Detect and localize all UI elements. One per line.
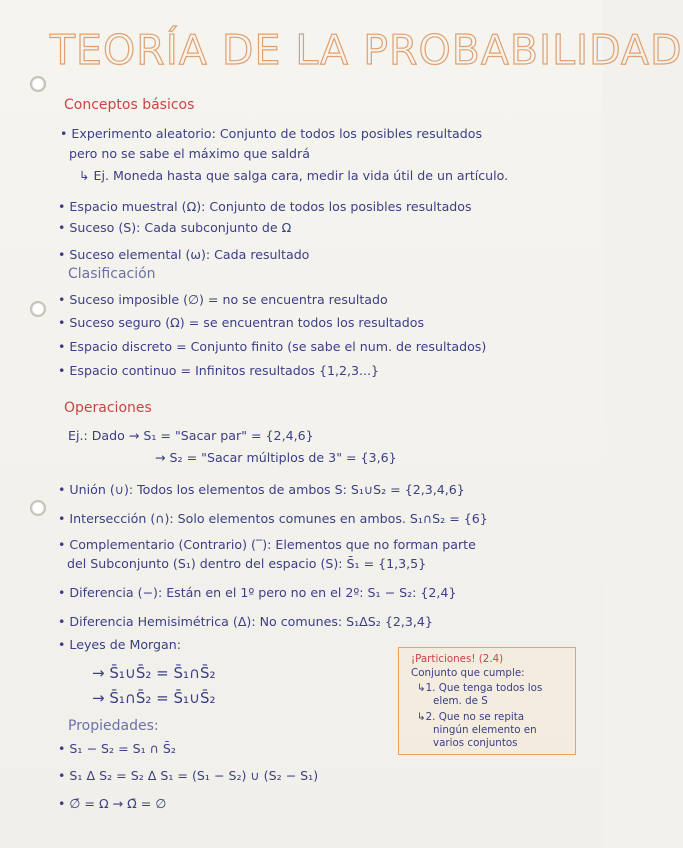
note-box-line: elem. de S [433,695,488,707]
particiones-note-box [398,647,576,755]
note-line: del Subconjunto (S₁) dentro del espacio (S): S̄₁ = {1,3,5} [67,556,427,571]
note-line: • Unión (∪): Todos los elementos de ambos S: S₁∪S₂ = {2,3,4,6} [58,482,465,497]
note-line: • Suceso seguro (Ω) = se encuentran todos los resultados [58,315,425,330]
section-heading-propiedades: Propiedades: [68,718,159,734]
binder-hole-2 [30,301,46,317]
note-line: • Suceso imposible (∅) = no se encuentra resultado [58,292,388,307]
note-box-line: ↳1. Que tenga todos los [417,682,543,694]
binder-hole-1 [30,76,46,92]
morgan-law-2: → S̄₁∩S̄₂ = S̄₁∪S̄₂ [92,689,216,707]
note-line: pero no se sabe el máximo que saldrá [69,146,310,161]
note-line: • Intersección (∩): Solo elementos comunes en ambos. S₁∩S₂ = {6} [58,511,488,526]
note-box-line: varios conjuntos [433,737,518,749]
morgan-law-1: → S̄₁∪S̄₂ = S̄₁∩S̄₂ [92,664,216,682]
binder-hole-3 [30,500,46,516]
note-line: • Diferencia (−): Están en el 1º pero no en el 2º: S₁ − S₂: {2,4} [58,585,457,600]
note-line: • Espacio discreto = Conjunto finito (se sabe el num. de resultados) [58,339,487,354]
note-line: • Diferencia Hemisimétrica (Δ): No comunes: S₁ΔS₂ {2,3,4} [58,614,433,629]
example-line: → S₂ = "Sacar múltiplos de 3" = {3,6} [155,450,397,465]
note-line: • Experimento aleatorio: Conjunto de todos los posibles resultados [60,126,483,141]
note-box-title: ¡Particiones! (2.4) [411,653,504,665]
note-box-line: ningún elemento en [433,724,537,736]
note-line: • Complementario (Contrario) (‾): Elementos que no forman parte [58,537,476,552]
note-line: • Suceso (S): Cada subconjunto de Ω [58,220,292,235]
page-title: TEORÍA DE LA PROBABILIDAD [50,26,683,74]
section-heading-clasificacion: Clasificación [68,266,156,282]
example-line: Ej.: Dado → S₁ = "Sacar par" = {2,4,6} [68,428,314,443]
note-line: • Suceso elemental (ω): Cada resultado [58,247,310,262]
note-line: • Leyes de Morgan: [58,637,181,652]
property-line: • ∅̄ = Ω → Ω̄ = ∅ [58,796,167,811]
section-heading-conceptos: Conceptos básicos [64,97,195,113]
note-line: ↳ Ej. Moneda hasta que salga cara, medir la vida útil de un artículo. [79,168,509,183]
property-line: • S₁ − S₂ = S₁ ∩ S̄₂ [58,741,176,756]
property-line: • S₁ Δ S₂ = S₂ Δ S₁ = (S₁ − S₂) ∪ (S₂ − S₁) [58,768,319,783]
section-heading-operaciones: Operaciones [64,400,152,416]
note-line: • Espacio continuo = Infinitos resultados {1,2,3...} [58,363,380,378]
note-line: • Espacio muestral (Ω): Conjunto de todos los posibles resultados [58,199,472,214]
note-box-line: Conjunto que cumple: [411,667,525,679]
note-box-line: ↳2. Que no se repita [417,711,525,723]
